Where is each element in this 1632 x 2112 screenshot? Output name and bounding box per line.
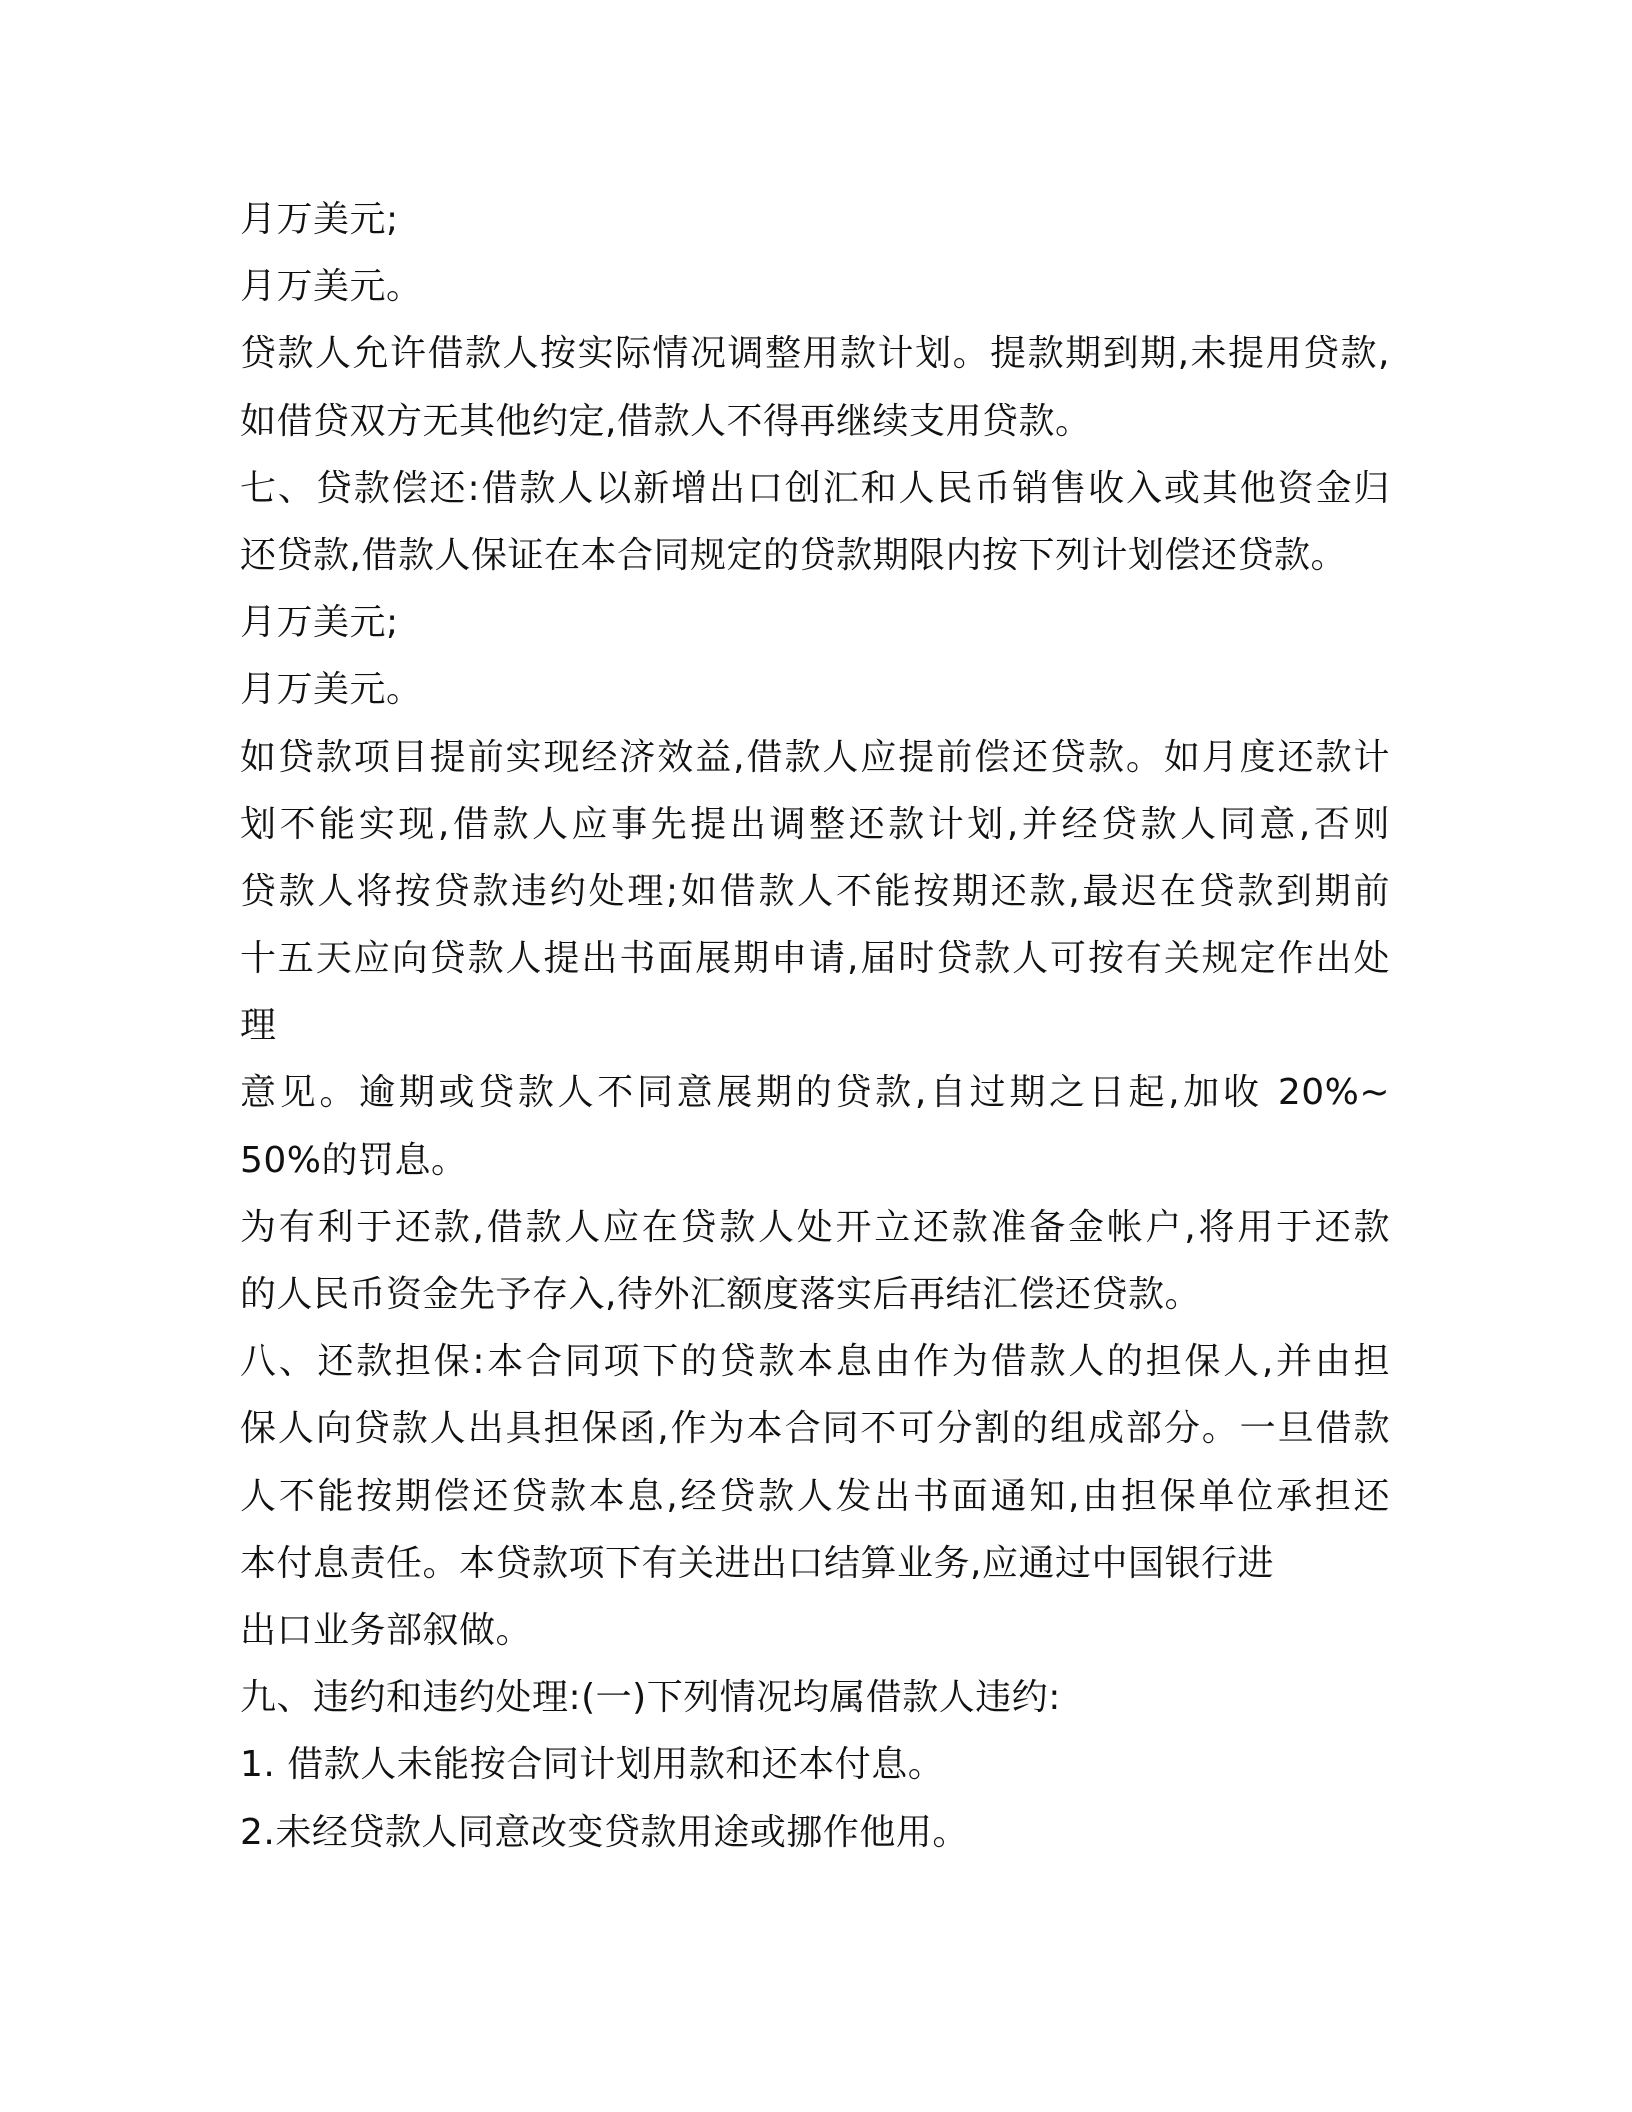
text-line: 九、违约和违约处理:(一)下列情况均属借款人违约: <box>240 1677 1061 1719</box>
text-line: 为有利于还款,借款人应在贷款人处开立还款准备金帐户,将用于还款 <box>240 1206 1390 1248</box>
text-line: 还贷款,借款人保证在本合同规定的贷款期限内按下列计划偿还贷款。 <box>240 534 1347 576</box>
text-line: 月万美元。 <box>240 266 423 308</box>
text-line: 月万美元; <box>240 199 399 240</box>
text-line: 划不能实现,借款人应事先提出调整还款计划,并经贷款人同意,否则 <box>240 803 1390 845</box>
text-line: 八、还款担保:本合同项下的贷款本息由作为借款人的担保人,并由担 <box>240 1341 1390 1383</box>
text-line: 意见。逾期或贷款人不同意展期的贷款,自过期之日起,加收 20%~ <box>240 1072 1390 1114</box>
text-line: 月万美元; <box>240 602 399 644</box>
text-line: 的人民币资金先予存入,待外汇额度落实后再结汇偿还贷款。 <box>240 1274 1201 1315</box>
text-line: 如借贷双方无其他约定,借款人不得再继续支用贷款。 <box>240 400 1092 442</box>
text-line: 本付息责任。本贷款项下有关进出口结算业务,应通过中国银行进 <box>240 1542 1274 1584</box>
text-line: 如贷款项目提前实现经济效益,借款人应提前偿还贷款。如月度还款计 <box>240 736 1390 778</box>
text-line: 2.未经贷款人同意改变贷款用途或挪作他用。 <box>240 1811 969 1853</box>
text-line: 贷款人将按贷款违约处理;如借款人不能按期还款,最迟在贷款到期前 <box>240 870 1390 912</box>
text-line: 十五天应向贷款人提出书面展期申请,届时贷款人可按有关规定作出处 <box>240 938 1390 980</box>
contract-text-body <box>240 186 1390 1866</box>
text-line: 保人向贷款人出具担保函,作为本合同不可分割的组成部分。一旦借款 <box>240 1408 1390 1450</box>
text-line: 贷款人允许借款人按实际情况调整用款计划。提款期到期,未提用贷款, <box>240 333 1390 375</box>
text-line: 1. 借款人未能按合同计划用款和还本付息。 <box>240 1744 945 1786</box>
text-line: 月万美元。 <box>240 669 423 711</box>
text-line: 50%的罚息。 <box>240 1139 468 1181</box>
text-line: 七、贷款偿还:借款人以新增出口创汇和人民币销售收入或其他资金归 <box>240 467 1390 509</box>
text-line: 理 <box>240 1005 277 1047</box>
text-line: 人不能按期偿还贷款本息,经贷款人发出书面通知,由担保单位承担还 <box>240 1475 1390 1517</box>
text-line: 出口业务部叙做。 <box>240 1609 533 1651</box>
